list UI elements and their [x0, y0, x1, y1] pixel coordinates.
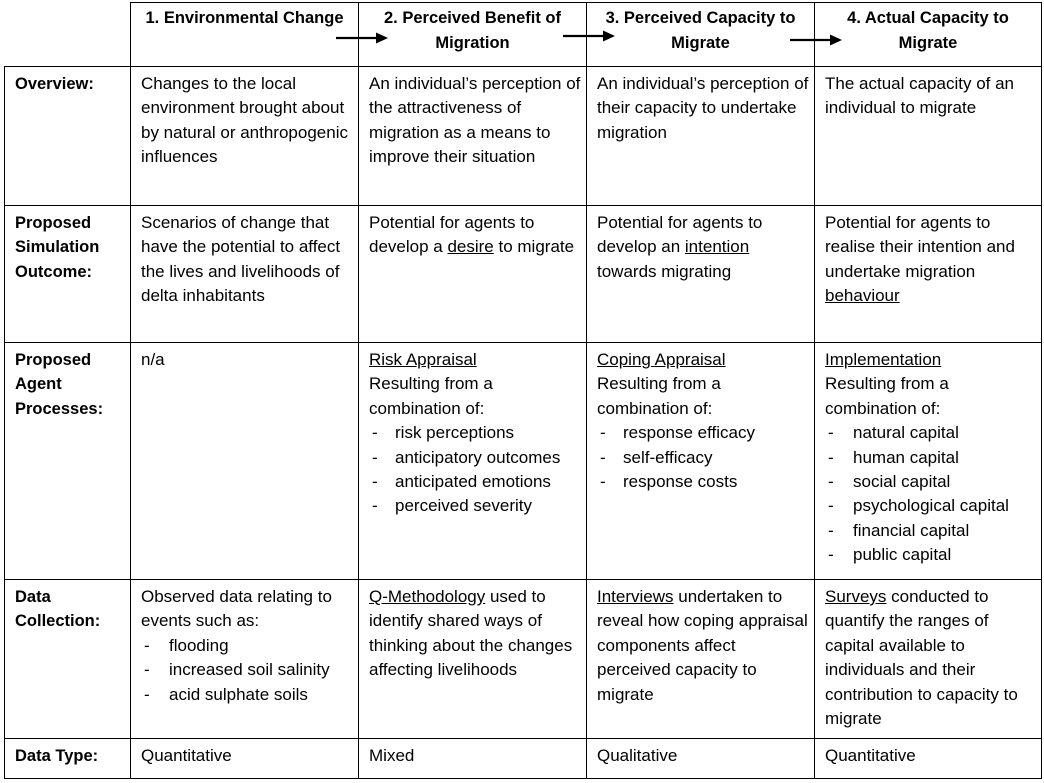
processes-cell-3: [587, 343, 815, 580]
overview-row: [5, 67, 1042, 206]
method-surveys: Surveys: [825, 587, 887, 606]
outcome-cell-4: [815, 206, 1042, 343]
processes-cell-2: [359, 343, 587, 580]
corner-cell: [5, 3, 131, 67]
stage-header-4: 4. Actual Capacity to Migrate: [815, 3, 1042, 67]
list-item: - flooding: [141, 634, 354, 658]
event-list: [141, 634, 354, 707]
datatype-cell-1: Quantitative: [131, 739, 359, 779]
method-interviews: Interviews: [597, 587, 674, 606]
method-description: used to identify shared ways of thinking about the changes affecting livelihoods: [369, 587, 573, 680]
collection-intro: Observed data relating to events such as:: [141, 587, 332, 631]
row-header-data-collection: Data Collection:: [5, 580, 131, 739]
arrow-right-icon: [790, 33, 842, 47]
list-item: - response efficacy: [597, 421, 810, 445]
arrow-right-icon: [336, 31, 388, 45]
outcome-keyword-intention: intention: [684, 237, 750, 257]
list-item: - financial capital: [825, 519, 1037, 543]
data-collection-row: [5, 580, 1042, 739]
list-item: - public capital: [825, 543, 1037, 567]
method-description: undertaken to reveal how coping appraisal components affect perceived capacity to migrate: [597, 587, 808, 704]
outcome-keyword-desire: desire: [447, 237, 494, 257]
row-header-data-type: Data Type:: [5, 739, 131, 779]
overview-cell-2: An individual’s perception of the attractiveness of migration as a means to improve their situation: [359, 67, 587, 206]
collection-cell-1: [131, 580, 359, 739]
overview-cell-3: An individual’s perception of their capacity to undertake migration: [587, 67, 815, 206]
outcome-text-pre: Potential for agents to develop a: [369, 213, 535, 257]
list-item: - social capital: [825, 470, 1037, 494]
outcome-cell-1: Scenarios of change that have the potential to affect the lives and livelihoods of delta inhabitants: [131, 206, 359, 343]
outcome-text-post: to migrate: [493, 237, 575, 257]
process-title-risk-appraisal: Risk Appraisal: [369, 350, 477, 369]
row-header-simulation-outcome: Proposed Simulation Outcome:: [5, 206, 131, 343]
data-type-row: [5, 739, 1042, 779]
collection-cell-3: [587, 580, 815, 739]
stage-header-2: 2. Perceived Benefit of Migration: [359, 3, 587, 67]
process-list: [597, 421, 810, 494]
list-item: - psychological capital: [825, 494, 1037, 518]
process-intro: Resulting from a combination of:: [369, 374, 493, 418]
overview-cell-4: The actual capacity of an individual to migrate: [815, 67, 1042, 206]
list-item: - perceived severity: [369, 494, 582, 518]
stage-header-3: 3. Perceived Capacity to Migrate: [587, 3, 815, 67]
agent-processes-row: [5, 343, 1042, 580]
row-header-agent-processes: Proposed Agent Processes:: [5, 343, 131, 580]
process-list: [825, 421, 1037, 567]
outcome-keyword-behaviour: behaviour: [825, 286, 900, 306]
process-intro: Resulting from a combination of:: [597, 374, 721, 418]
list-item: - risk perceptions: [369, 421, 582, 445]
collection-cell-2: [359, 580, 587, 739]
outcome-cell-2: [359, 206, 587, 343]
outcome-cell-3: [587, 206, 815, 343]
migration-framework-table: [4, 2, 1042, 779]
datatype-cell-2: Mixed: [359, 739, 587, 779]
method-description: conducted to quantify the ranges of capital available to individuals and their contribution to capacity to migrate: [825, 587, 1018, 729]
datatype-cell-3: Qualitative: [587, 739, 815, 779]
outcome-text-pre: Potential for agents to realise their intention and undertake migration: [825, 213, 1015, 281]
processes-cell-1: n/a: [131, 343, 359, 580]
method-q-methodology: Q-Methodology: [369, 587, 486, 606]
list-item: - increased soil salinity: [141, 658, 354, 682]
row-header-overview: Overview:: [5, 67, 131, 206]
stage-header-1: 1. Environmental Change: [131, 3, 359, 67]
stage-header-row: [5, 3, 1042, 67]
list-item: - acid sulphate soils: [141, 683, 354, 707]
collection-cell-4: [815, 580, 1042, 739]
process-title-coping-appraisal: Coping Appraisal: [597, 350, 726, 369]
datatype-cell-4: Quantitative: [815, 739, 1042, 779]
process-title-implementation: Implementation: [825, 350, 942, 369]
list-item: - anticipatory outcomes: [369, 446, 582, 470]
list-item: - natural capital: [825, 421, 1037, 445]
outcome-text-post: towards migrating: [597, 261, 732, 281]
list-item: - response costs: [597, 470, 810, 494]
overview-cell-1: Changes to the local environment brought about by natural or anthropogenic influences: [131, 67, 359, 206]
process-intro: Resulting from a combination of:: [825, 374, 949, 418]
list-item: - human capital: [825, 446, 1037, 470]
simulation-outcome-row: [5, 206, 1042, 343]
arrow-right-icon: [563, 29, 615, 43]
outcome-text-pre: Potential for agents to develop an: [597, 213, 763, 257]
list-item: - anticipated emotions: [369, 470, 582, 494]
process-list: [369, 421, 582, 519]
processes-cell-4: [815, 343, 1042, 580]
list-item: - self-efficacy: [597, 446, 810, 470]
